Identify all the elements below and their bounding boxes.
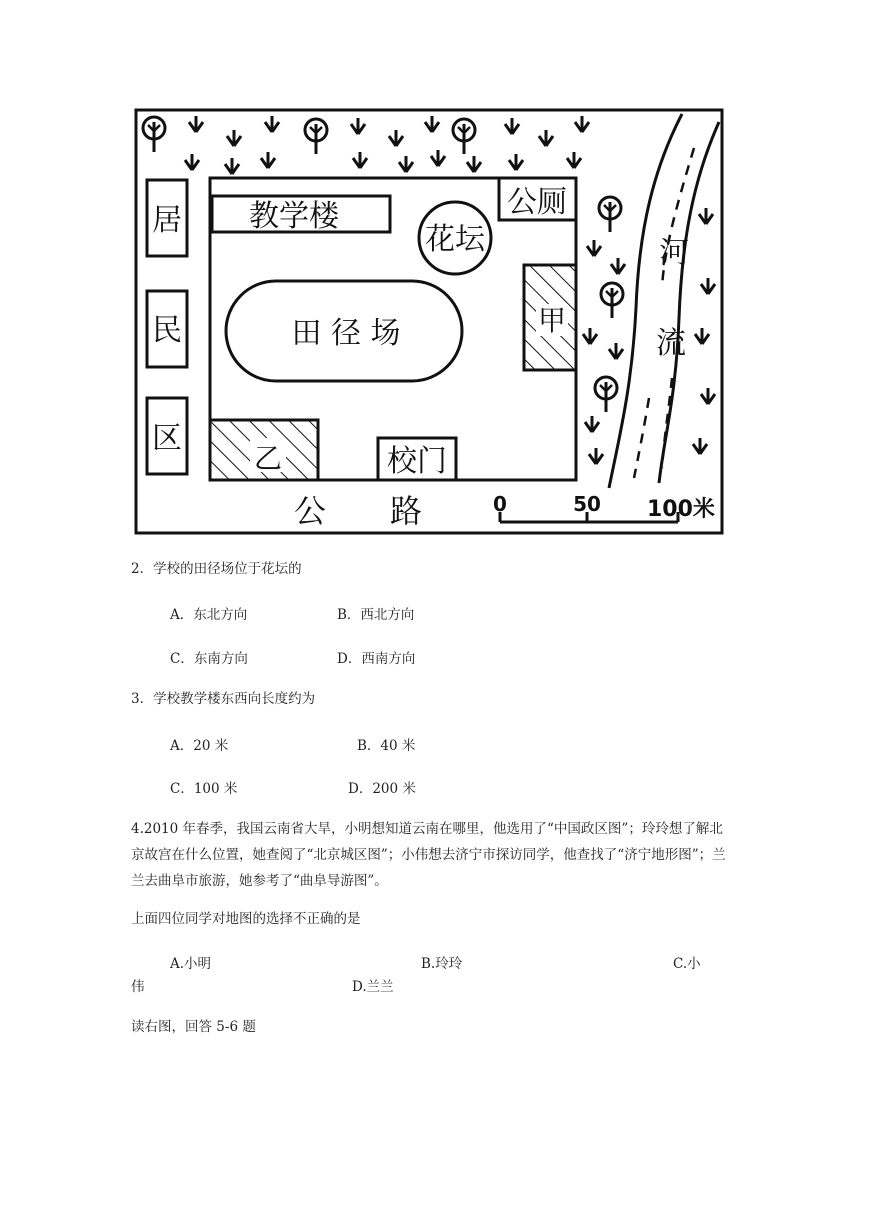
- question-4-option-b[interactable]: B.玲玲: [421, 956, 463, 972]
- river-label-1: 河: [659, 236, 689, 271]
- question-3-option-b[interactable]: B．40 米: [357, 738, 416, 754]
- question-2-stem: 2．学校的田径场位于花坛的: [131, 561, 302, 577]
- question-4-stem: 4.2010 年春季，我国云南省大旱，小明想知道云南在哪里，他选用了“中国政区图”；玲玲想了解北京故宫在什么位置，她查阅了“北京城区图”；小伟想去济宁市探访同学，他查找了“济宁地形图”；兰兰去曲阜市旅游，她参考了“曲阜导游图”。: [131, 821, 726, 889]
- residential-label-1: 居: [152, 203, 182, 238]
- scale-label-0: 0: [493, 492, 507, 516]
- scale-label-100: 100米: [647, 497, 715, 522]
- question-2-option-c[interactable]: C．东南方向: [170, 651, 248, 667]
- river-label-2: 流: [656, 326, 686, 361]
- question-2-option-d[interactable]: D．西南方向: [337, 651, 416, 667]
- question-2-option-a[interactable]: A．东北方向: [170, 607, 248, 623]
- question-4-option-a[interactable]: A.小明: [170, 956, 212, 972]
- question-3-option-a[interactable]: A．20 米: [170, 738, 229, 754]
- question-2-option-b[interactable]: B．西北方向: [337, 607, 415, 623]
- scale-label-50: 50: [573, 492, 601, 516]
- toilet-label: 公厕: [507, 185, 567, 220]
- teaching-building-label: 教学楼: [249, 199, 339, 234]
- question-4-option-c-wrap: 伟: [131, 979, 145, 995]
- question-4-option-d[interactable]: D.兰兰: [352, 979, 394, 995]
- building-jia-label: 甲: [537, 304, 567, 337]
- question-3-stem: 3．学校教学楼东西向长度约为: [131, 691, 316, 707]
- school-map: [134, 108, 724, 535]
- next-questions-instruction: 读右图，回答 5-6 题: [131, 1019, 256, 1035]
- question-4-sub: 上面四位同学对地图的选择不正确的是: [131, 911, 361, 927]
- question-3-option-d[interactable]: D．200 米: [348, 781, 416, 797]
- residential-label-3: 区: [152, 421, 182, 456]
- flower-bed-label: 花坛: [425, 222, 485, 257]
- school-gate-label: 校门: [387, 444, 447, 479]
- building-yi-label: 乙: [253, 442, 283, 475]
- track-field-label: 田 径 场: [291, 316, 401, 351]
- question-3-option-c[interactable]: C．100 米: [170, 781, 238, 797]
- road-label: 公 路: [294, 492, 423, 530]
- residential-label-2: 民: [152, 313, 182, 348]
- question-4-option-c[interactable]: C.小: [673, 956, 701, 972]
